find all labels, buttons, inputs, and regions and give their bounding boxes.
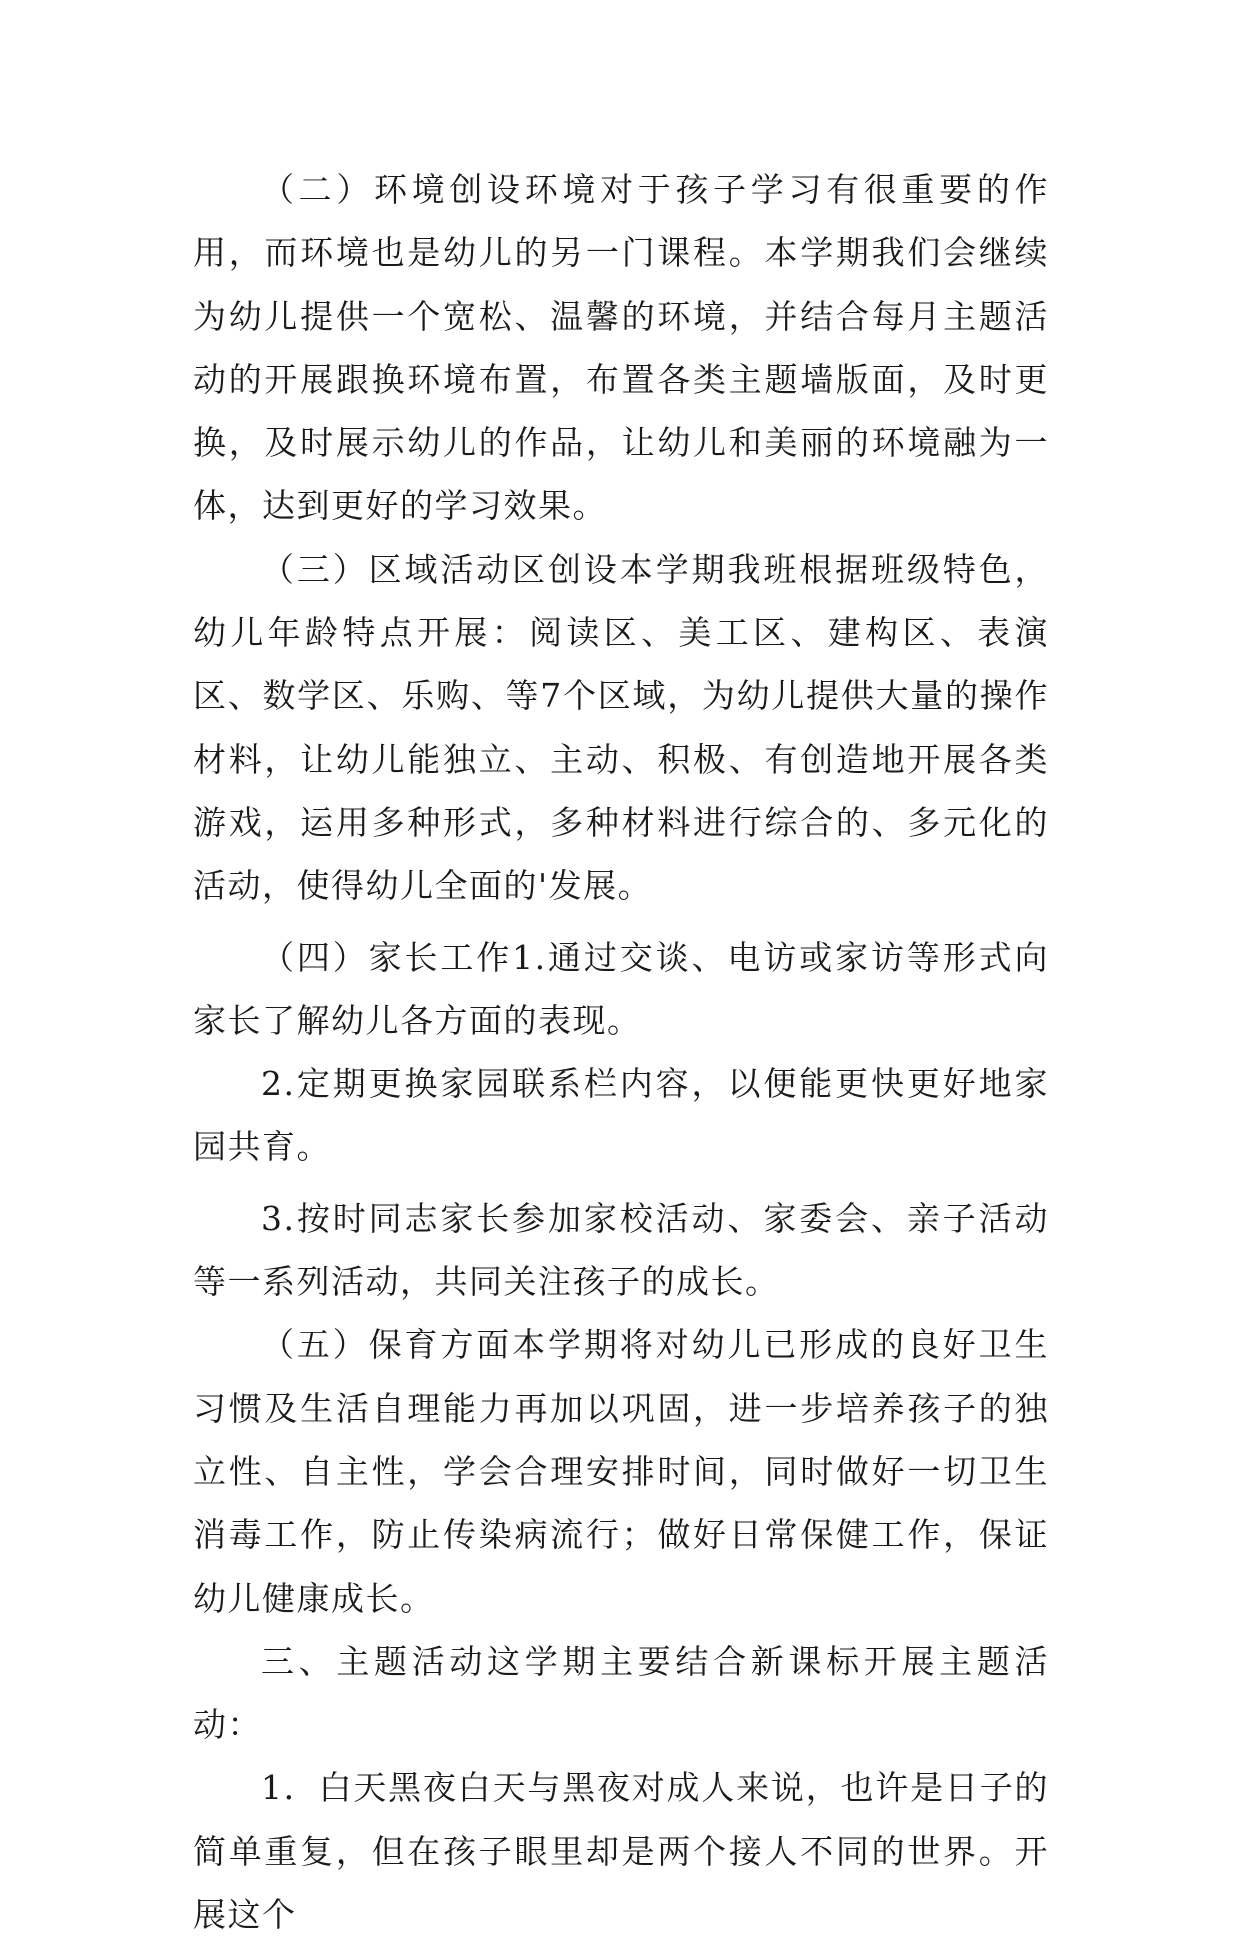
paragraph-parent-work-item-3: 3.按时同志家长参加家校活动、家委会、亲子活动等一系列活动，共同关注孩子的成长。 — [193, 1198, 1049, 1302]
paragraph-childcare: （五）保育方面本学期将对幼儿已形成的良好卫生习惯及生活自理能力再加以巩固，进一步培养孩子的独立性、自主性，学会合理安排时间，同时做好一切卫生消毒工作，防止传染病流行；做好日常保健工作，保证幼儿健康成长。 — [193, 1325, 1049, 1618]
document-body — [193, 158, 1049, 1946]
paragraph-parent-work: （四）家长工作1.通过交谈、电访或家访等形式向家长了解幼儿各方面的表现。 — [193, 937, 1049, 1040]
paragraph-theme-activities: 三、主题活动这学期主要结合新课标开展主题活动： — [193, 1641, 1049, 1745]
paragraph-area-activities: （三）区域活动区创设本学期我班根据班级特色，幼儿年龄特点开展：阅读区、美工区、建构区、表演区、数学区、乐购、等7个区域，为幼儿提供大量的操作材料，让幼儿能独立、主动、积极、有创造地开展各类游戏，运用多种形式，多种材料进行综合的、多元化的活动，使得幼儿全面的'发展。 — [193, 549, 1049, 906]
paragraph-parent-work-item-2: 2.定期更换家园联系栏内容，以便能更快更好地家园共育。 — [193, 1064, 1049, 1167]
paragraph-day-and-night: 1．白天黑夜白天与黑夜对成人来说，也许是日子的简单重复，但在孩子眼里却是两个接人不同的世界。开展这个 — [193, 1768, 1049, 1935]
paragraph-environment: （二）环境创设环境对于孩子学习有很重要的作用，而环境也是幼儿的另一门课程。本学期我们会继续为幼儿提供一个宽松、温馨的环境，并结合每月主题活动的开展跟换环境布置，布置各类主题墙版面，及时更换，及时展示幼儿的作品，让幼儿和美丽的环境融为一体，达到更好的学习效果。 — [193, 170, 1049, 526]
